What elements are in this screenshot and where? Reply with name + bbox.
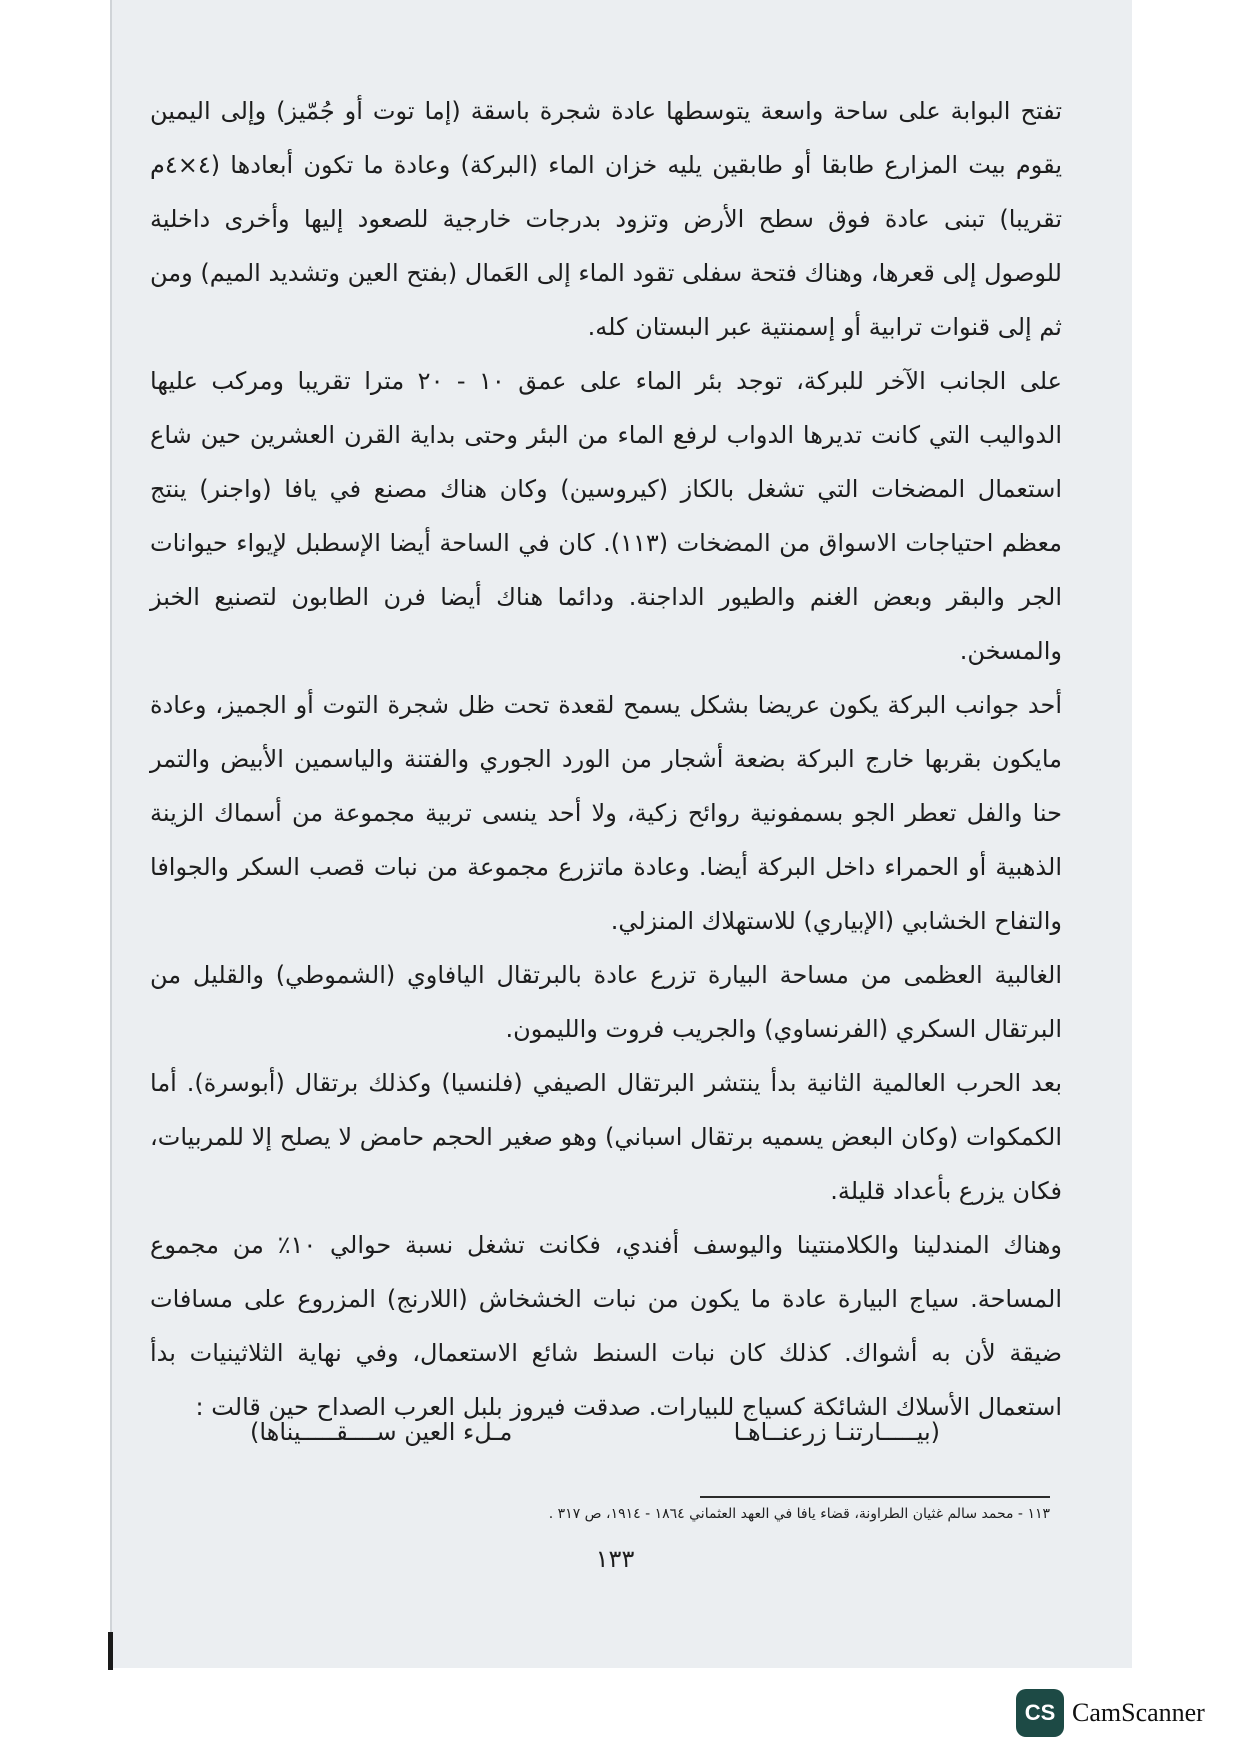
page-edge-mark xyxy=(108,1632,113,1670)
paragraph-orange-varieties: الغالبية العظمى من مساحة البيارة تزرع عادة بالبرتقال اليافاوي (الشموطي) والقليل من البرتقال السكري (الفرنساوي) والجريب فروت والليمون. xyxy=(150,961,1062,1043)
camscanner-logo-icon: CS xyxy=(1016,1689,1064,1737)
paragraph-courtyard: تفتح البوابة على ساحة واسعة يتوسطها عادة شجرة باسقة (إما توت أو جُمّيز) وإلى اليمين يقوم بيت المزارع طابقا أو طابقين يليه خزان الماء (البركة) وعادة ما تكون أبعادها (٤×٤م تقريبا) تبنى عادة فوق سطح الأرض وتزود بدرجات خارجية للصعود إليها وأخرى داخلية للوصول إلى قعرها، وهناك فتحة سفلى تقود الماء إلى العَمال (بفتح العين وتشديد الميم) ومن ثم إلى قنوات ترابية أو إسمنتية عبر البستان كله. xyxy=(150,97,1062,341)
footnote: ١١٣ - محمد سالم غثيان الطراونة، قضاء يافا في العهد العثماني ١٨٦٤ - ١٩١٤، ص ٣١٧ . xyxy=(548,1506,1050,1522)
paragraph-pool-sides: أحد جوانب البركة يكون عريضا بشكل يسمح لقعدة تحت ظل شجرة التوت أو الجميز، وعادة مايكون بقربها خارج البركة بضعة أشجار من الورد الجوري والفتنة والياسمين الأبيض والتمر حنا والفل تعطر الجو بسمفونية روائح زكية، ولا أحد ينسى تربية مجموعة من أسماك الزينة الذهبية أو الحمراء داخل البركة أيضا. وعادة ماتزرع مجموعة من نبات قصب السكر والجوافا والتفاح الخشابي (الإبياري) للاستهلاك المنزلي. xyxy=(150,691,1062,935)
paragraph-fence: وهناك المندلينا والكلامنتينا واليوسف أفندي، فكانت تشغل نسبة حوالي ١٠٪ من مجموع المساحة. سياج البيارة عادة ما يكون من نبات الخشخاش (اللارنج) المزروع على مسافات ضيقة لأن به أشواك. كذلك كان نبات السنط شائع الاستعمال، وفي نهاية الثلاثينيات بدأ استعمال الأسلاك الشائكة كسياج للبيارات. صدقت فيروز بلبل العرب الصداح حين قالت : xyxy=(150,1231,1062,1421)
verse-first-hemistich: (بيـــــارتنـا زرعنــاهـا xyxy=(733,1418,940,1446)
body-text xyxy=(150,84,1062,1434)
page-number: ١٣٣ xyxy=(595,1545,635,1573)
footnote-divider xyxy=(700,1496,1050,1498)
scanner-watermark xyxy=(1016,1685,1205,1741)
camscanner-name: CamScanner xyxy=(1072,1698,1205,1727)
paragraph-well: على الجانب الآخر للبركة، توجد بئر الماء على عمق ١٠ - ٢٠ مترا تقريبا ومركب عليها الدواليب التي كانت تديرها الدواب لرفع الماء من البئر وحتى بداية القرن العشرين حين شاع استعمال المضخات التي تشغل بالكاز (كيروسين) وكان هناك مصنع في يافا (واجنر) ينتج معظم احتياجات الاسواق من المضخات (١١٣). كان في الساحة أيضا الإسطبل لإيواء حيوانات الجر والبقر وبعض الغنم والطيور الداجنة. ودائما هناك أيضا فرن الطابون لتصنيع الخبز والمسخن. xyxy=(150,367,1062,665)
paragraph-after-war: بعد الحرب العالمية الثانية بدأ ينتشر البرتقال الصيفي (فلنسيا) وكذلك برتقال (أبوسرة). أما الكمكوات (وكان البعض يسميه برتقال اسباني) وهو صغير الحجم حامض لا يصلح إلا للمربيات، فكان يزرع بأعداد قليلة. xyxy=(150,1069,1062,1205)
verse-second-hemistich: مـلء العين ســــقـــــيناها) xyxy=(250,1418,513,1446)
poem-verse xyxy=(250,1418,940,1458)
